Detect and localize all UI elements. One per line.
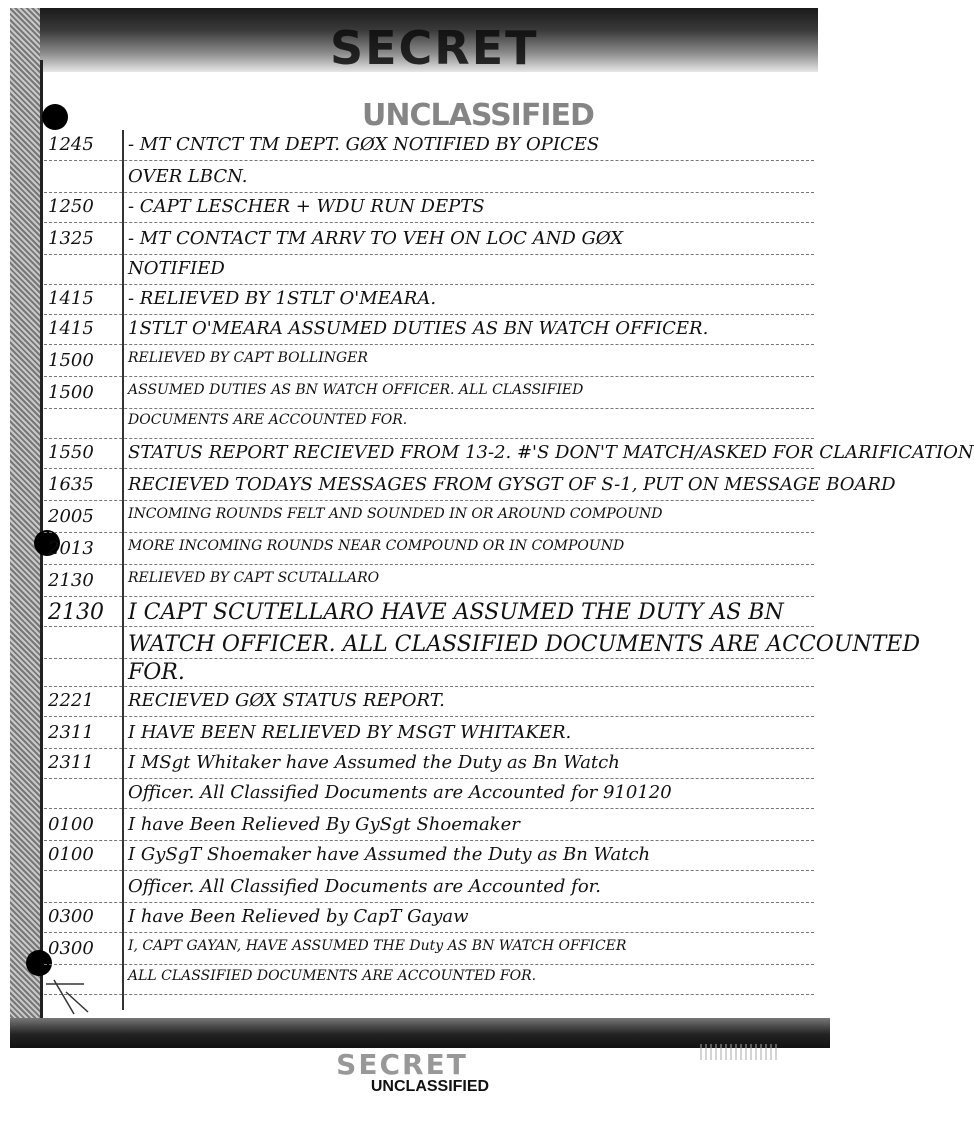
classification-stamp-bottom: SECRET <box>336 1048 468 1081</box>
entry-time: 1635 <box>48 474 94 495</box>
entry-text-line: ALL CLASSIFIED DOCUMENTS ARE ACCOUNTED FOR. <box>128 968 537 984</box>
entry-text-line: Officer. All Classified Documents are Accounted for 910120 <box>128 782 672 803</box>
entry-text-line: OVER LBCN. <box>128 166 248 187</box>
ruled-line <box>44 932 814 933</box>
ruled-line <box>44 778 814 779</box>
ruled-line <box>44 626 814 627</box>
entry-text-line: I CAPT SCUTELLARO HAVE ASSUMED THE DUTY AS BN <box>128 600 784 625</box>
entry-time: 2311 <box>48 722 94 743</box>
entry-time: 1325 <box>48 228 94 249</box>
time-column-divider <box>122 130 124 1010</box>
declassified-stamp: UNCLASSIFIED <box>362 98 594 133</box>
entry-time: 2013 <box>48 538 94 559</box>
punch-hole-top <box>42 104 68 130</box>
unclassified-footer-label: UNCLASSIFIED <box>370 1078 490 1095</box>
entry-text-line: - CAPT LESCHER + WDU RUN DEPTS <box>128 196 485 217</box>
entry-text-line: WATCH OFFICER. ALL CLASSIFIED DOCUMENTS ARE ACCOUNTED <box>128 632 920 657</box>
entry-time: 2130 <box>48 570 94 591</box>
entry-text-line: NOTIFIED <box>128 258 225 279</box>
entry-time: 2005 <box>48 506 94 527</box>
ruled-line <box>44 222 814 223</box>
ruled-line <box>44 994 814 995</box>
entry-text-line: FOR. <box>128 660 185 685</box>
entry-text-line: ASSUMED DUTIES AS BN WATCH OFFICER. ALL CLASSIFIED <box>128 382 584 398</box>
ruled-line <box>44 808 814 809</box>
entry-text-line: - MT CONTACT TM ARRV TO VEH ON LOC AND GØX <box>128 228 624 249</box>
entry-text-line: I, CAPT GAYAN, HAVE ASSUMED THE Duty AS BN WATCH OFFICER <box>128 938 627 954</box>
scan-noise <box>700 1044 780 1060</box>
ruled-line <box>44 284 814 285</box>
entry-time: 1500 <box>48 382 94 403</box>
ruled-line <box>44 532 814 533</box>
ruled-line <box>44 902 814 903</box>
ruled-line <box>44 408 814 409</box>
entry-text-line: Officer. All Classified Documents are Accounted for. <box>128 876 602 897</box>
ruled-line <box>44 748 814 749</box>
entry-text-line: STATUS REPORT RECIEVED FROM 13-2. #'S DON'T MATCH/ASKED FOR CLARIFICATION <box>128 442 974 463</box>
corner-fold-mark <box>44 978 94 1018</box>
ruled-line <box>44 314 814 315</box>
entry-time: 1250 <box>48 196 94 217</box>
ruled-line <box>44 686 814 687</box>
entry-time: 0100 <box>48 844 94 865</box>
ruled-line <box>44 438 814 439</box>
entry-text-line: I have Been Relieved By GySgt Shoemaker <box>128 814 520 835</box>
entry-time: 1415 <box>48 288 94 309</box>
entry-text-line: I HAVE BEEN RELIEVED BY MSGT WHITAKER. <box>128 722 572 743</box>
entry-time: 2221 <box>48 690 94 711</box>
entry-text-line: MORE INCOMING ROUNDS NEAR COMPOUND OR IN COMPOUND <box>128 538 625 554</box>
ruled-line <box>44 840 814 841</box>
ruled-line <box>44 344 814 345</box>
ruled-line <box>44 192 814 193</box>
entry-time: 1245 <box>48 134 94 155</box>
entry-text-line: RECIEVED TODAYS MESSAGES FROM GYSGT OF S-1, PUT ON MESSAGE BOARD <box>128 474 896 495</box>
entry-time: 2130 <box>48 600 104 625</box>
scan-left-edge <box>10 8 40 1028</box>
ruled-line <box>44 596 814 597</box>
ruled-line <box>44 254 814 255</box>
entry-text-line: I have Been Relieved by CapT Gayaw <box>128 906 469 927</box>
entry-text-line: RELIEVED BY CAPT BOLLINGER <box>128 350 368 366</box>
entry-text-line: DOCUMENTS ARE ACCOUNTED FOR. <box>128 412 408 428</box>
entry-time: 0300 <box>48 938 94 959</box>
ruled-line <box>44 964 814 965</box>
entry-time: 0300 <box>48 906 94 927</box>
entry-text-line: - MT CNTCT TM DEPT. GØX NOTIFIED BY OPICES <box>128 134 600 155</box>
ruled-line <box>44 500 814 501</box>
ruled-line <box>44 376 814 377</box>
entry-text-line: RELIEVED BY CAPT SCUTALLARO <box>128 570 380 586</box>
entry-text-line: - RELIEVED BY 1STLT O'MEARA. <box>128 288 437 309</box>
entry-time: 0100 <box>48 814 94 835</box>
ruled-line <box>44 468 814 469</box>
entry-time: 1415 <box>48 318 94 339</box>
entry-text-line: 1STLT O'MEARA ASSUMED DUTIES AS BN WATCH OFFICER. <box>128 318 709 339</box>
entry-time: 1500 <box>48 350 94 371</box>
ruled-line <box>44 870 814 871</box>
entry-time: 1550 <box>48 442 94 463</box>
entry-text-line: RECIEVED GØX STATUS REPORT. <box>128 690 445 711</box>
ruled-line <box>44 658 814 659</box>
entry-text-line: I GySgT Shoemaker have Assumed the Duty as Bn Watch <box>128 844 651 865</box>
ruled-line <box>44 716 814 717</box>
ruled-line <box>44 564 814 565</box>
ruled-line <box>44 160 814 161</box>
entry-text-line: INCOMING ROUNDS FELT AND SOUNDED IN OR AROUND COMPOUND <box>128 506 663 522</box>
entry-time: 2311 <box>48 752 94 773</box>
classification-stamp-top: SECRET <box>330 21 539 75</box>
entry-text-line: I MSgt Whitaker have Assumed the Duty as Bn Watch <box>128 752 620 773</box>
